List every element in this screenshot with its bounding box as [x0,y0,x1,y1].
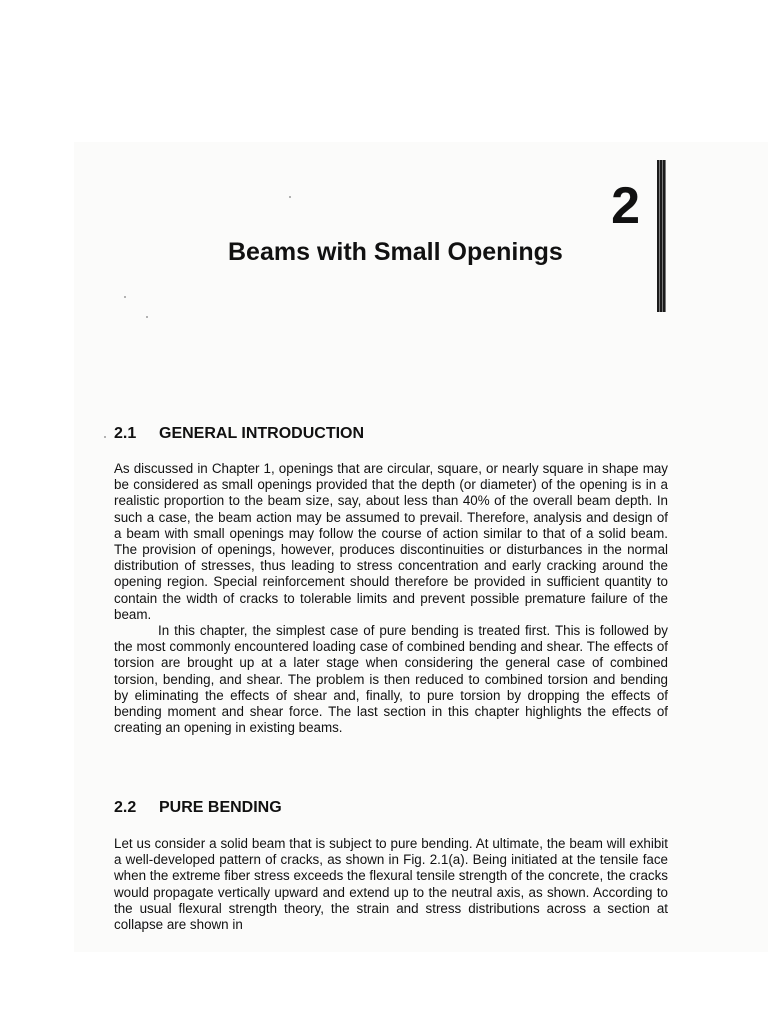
scan-speck [124,296,126,298]
body-paragraph: Let us consider a solid beam that is subject to pure bending. At ultimate, the beam will exhibit a well-developed pattern of cracks, as shown in Fig. 2.1(a). Being initiated at the tensile face when the extreme fiber stress exceeds the flexural tensile strength of the concrete, the cracks would propagate vertically upward and extend up to the neutral axis, as shown. According to the usual flexural strength theory, the strain and stress distributions across a section at collapse are shown in [114,836,668,933]
scan-speck [146,316,148,318]
chapter-title: Beams with Small Openings [228,238,563,266]
section-heading [114,800,282,816]
section-body [114,836,668,933]
chapter-marker-bar [657,160,666,312]
scan-speck [104,436,106,438]
section-number: 2.2 [114,799,137,816]
section-heading [114,426,364,442]
section-number: 2.1 [114,425,137,442]
body-paragraph: As discussed in Chapter 1, openings that are circular, square, or nearly square in shape may be considered as small openings provided that the depth (or diameter) of the opening is in a realistic proportion to the beam size, say, about less than 40% of the overall beam depth. In such a case, the beam action may be assumed to prevail. Therefore, analysis and design of a beam with small openings may follow the course of action similar to that of a solid beam. The provision of openings, however, produces discontinuities or disturbances in the normal distribution of stresses, thus leading to stress concentration and early cracking around the opening region. Special reinforcement should therefore be provided in sufficient quantity to contain the width of cracks to tolerable limits and prevent possible premature failure of the beam. [114,461,668,622]
body-paragraph: In this chapter, the simplest case of pure bending is treated first. This is followed by the most commonly encountered loading case of combined bending and shear. The effects of torsion are brought up at a later stage when considering the general case of combined torsion, bending, and shear. The problem is then reduced to combined torsion and bending by eliminating the effects of shear and, finally, to pure torsion by dropping the effects of bending moment and shear force. The last section in this chapter highlights the effects of creating an opening in existing beams. [114,623,668,736]
section-title: GENERAL INTRODUCTION [159,425,365,442]
section-title: PURE BENDING [159,799,282,816]
chapter-number: 2 [611,177,640,235]
scan-speck [289,196,291,198]
section-body [114,461,668,736]
